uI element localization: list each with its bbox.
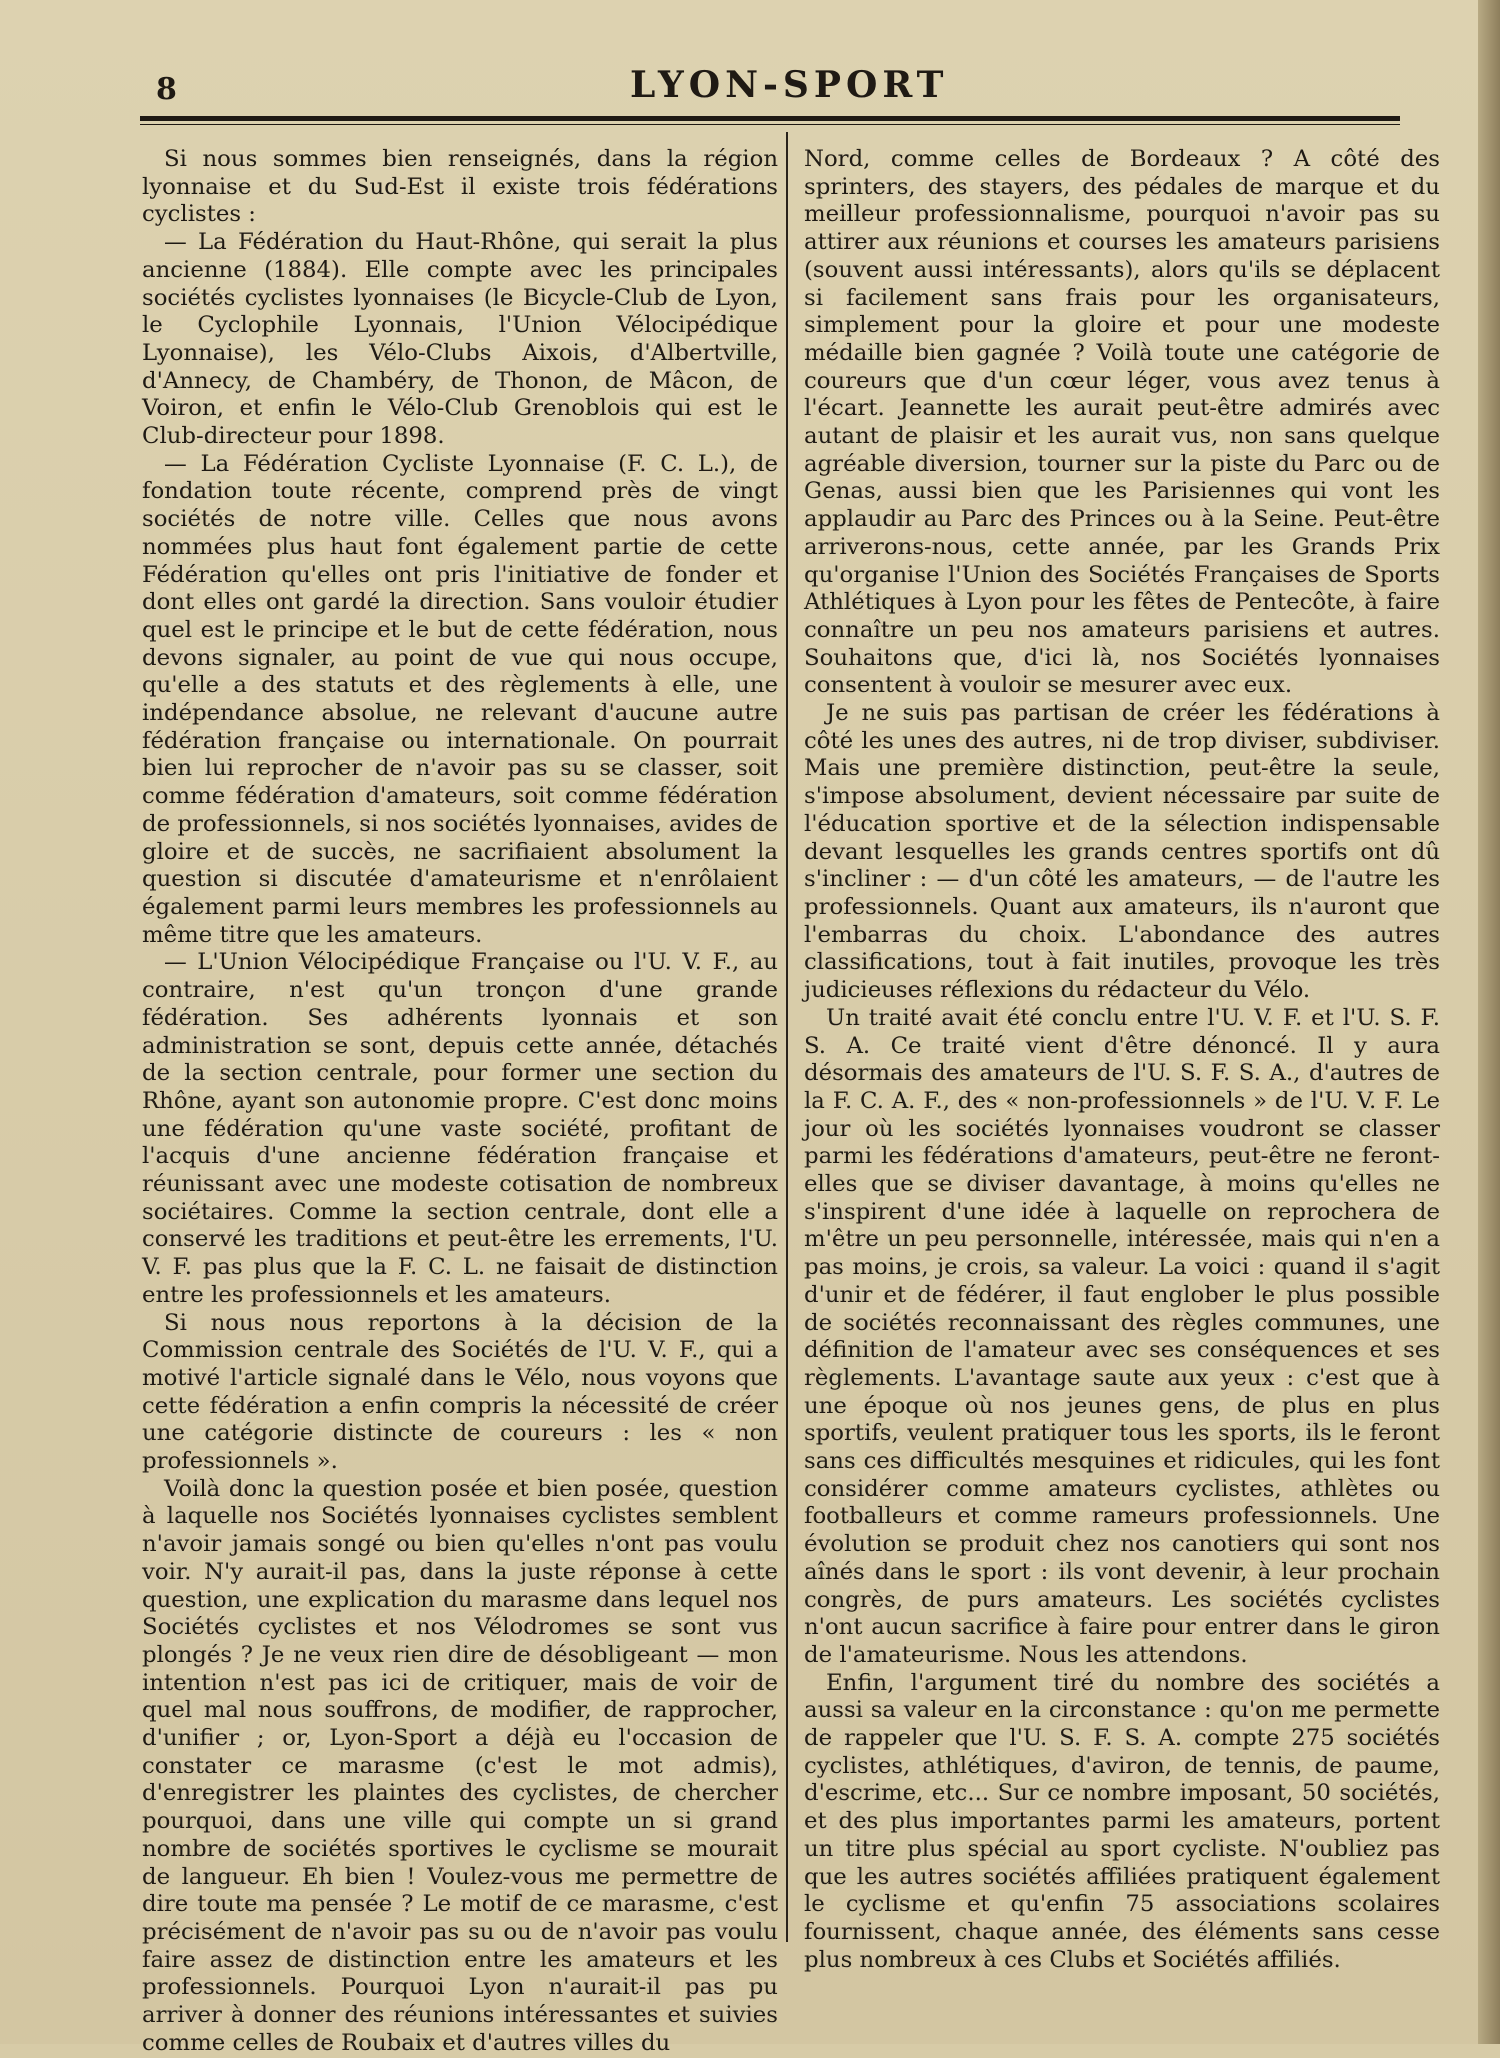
- column-divider: [786, 132, 788, 1942]
- left-paragraph-5: Si nous nous reportons à la décision de la Commission centrale des Sociétés de l'U. V. F., qui a motivé l'article signalé dans le Vélo, nous voyons que cette fédération a enfin compris la nécessité de créer une catégorie distincte de coureurs : les « non professionnels ».: [142, 1309, 778, 1475]
- masthead-title: LYON-SPORT: [630, 64, 949, 106]
- header-rule-thick: [140, 116, 1400, 121]
- page-edge-shadow: [1478, 0, 1500, 2044]
- right-column: [804, 146, 1440, 1974]
- left-paragraph-3: — La Fédération Cycliste Lyonnaise (F. C. L.), de fondation toute récente, comprend près de vingt sociétés de notre ville. Celles que nous avons nommées plus haut font également partie de cette Fédération qu'elles ont pris l'initiative de fonder et dont elles ont gardé la direction. Sans vouloir étudier quel est le principe et le but de cette fédération, nous devons signaler, au point de vue qui nous occupe, qu'elle a des statuts et des règlements à elle, une indépendance absolue, ne relevant d'aucune autre fédération française ou internationale. On pourrait bien lui reprocher de n'avoir pas su se classer, soit comme fédération d'amateurs, soit comme fédération de professionnels, si nos sociétés lyonnaises, avides de gloire et de succès, ne sacrifiaient absolument la question si discutée d'amateurisme et n'enrôlaient également parmi leurs membres les professionnels au même titre que les amateurs.: [142, 450, 778, 948]
- left-column: [142, 146, 778, 2058]
- left-paragraph-1: Si nous sommes bien renseignés, dans la région lyonnaise et du Sud-Est il existe trois fédérations cyclistes :: [142, 146, 778, 228]
- left-paragraph-4: — L'Union Vélocipédique Française ou l'U. V. F., au contraire, n'est qu'un tronçon d'une grande fédération. Ses adhérents lyonnais et son administration se sont, depuis cette année, détachés de la section centrale, pour former une section du Rhône, ayant son autonomie propre. C'est donc moins une fédération qu'une vaste société, profitant de l'acquis d'une ancienne fédération française et réunissant avec une modeste cotisation de nombreux sociétaires. Comme la section centrale, dont elle a conservé les traditions et peut-être les errements, l'U. V. F. pas plus que la F. C. L. ne faisait de distinction entre les professionnels et les amateurs.: [142, 949, 778, 1308]
- right-paragraph-3: Un traité avait été conclu entre l'U. V. F. et l'U. S. F. S. A. Ce traité vient d'être dénoncé. Il y aura désormais des amateurs de l'U. S. F. S. A., d'autres de la F. C. A. F., des « non-professionnels » de l'U. V. F. Le jour où les sociétés lyonnaises voudront se classer parmi les fédérations d'amateurs, peut-être ne feront-elles que se diviser davantage, à moins qu'elles ne s'inspirent d'une idée à laquelle on reprochera de m'être un peu personnelle, intéressée, mais qui n'en a pas moins, je crois, sa valeur. La voici : quand il s'agit d'unir et de fédérer, il faut englober le plus possible de sociétés reconnaissant des règles communes, une définition de l'amateur avec ses conséquences et ses règlements. L'avantage saute aux yeux : c'est que à une époque où nos jeunes gens, de plus en plus sportifs, veulent pratiquer tous les sports, ils le feront sans ces difficultés mesquines et ridicules, qui les font considérer comme amateurs cyclistes, athlètes ou footballeurs et comme rameurs professionnels. Une évolution se produit chez nos canotiers qui sont nos aînés dans le sport : ils vont devenir, à leur prochain congrès, de purs amateurs. Les sociétés cyclistes n'ont aucun sacrifice à faire pour entrer dans le giron de l'amateurisme. Nous les attendons.: [804, 1004, 1440, 1668]
- header-rule-thin: [140, 124, 1400, 125]
- right-paragraph-1: Nord, comme celles de Bordeaux ? A côté des sprinters, des stayers, des pédales de marque et du meilleur professionnalisme, pourquoi n'avoir pas su attirer aux réunions et courses les amateurs parisiens (souvent aussi intéressants), alors qu'ils se déplacent si facilement sans frais pour les organisateurs, simplement pour la gloire et pour une modeste médaille bien gagnée ? Voilà toute une catégorie de coureurs que d'un cœur léger, vous avez tenus à l'écart. Jeannette les aurait peut-être admirés avec autant de plaisir et les aurait vus, non sans quelque agréable diversion, tourner sur la piste du Parc ou de Genas, aussi bien que les Parisiennes qui vont les applaudir au Parc des Princes ou à la Seine. Peut-être arriverons-nous, cette année, par les Grands Prix qu'organise l'Union des Sociétés Françaises de Sports Athlétiques à Lyon pour les fêtes de Pentecôte, à faire connaître un peu nos amateurs parisiens et autres. Souhaitons que, d'ici là, nos Sociétés lyonnaises consentent à vouloir se mesurer avec eux.: [804, 146, 1440, 699]
- left-paragraph-2: — La Fédération du Haut-Rhône, qui serait la plus ancienne (1884). Elle compte avec les principales sociétés cyclistes lyonnaises (le Bicycle-Club de Lyon, le Cyclophile Lyonnais, l'Union Vélocipédique Lyonnaise), les Vélo-Clubs Aixois, d'Albertville, d'Annecy, de Chambéry, de Thonon, de Mâcon, de Voiron, et enfin le Vélo-Club Grenoblois qui est le Club-directeur pour 1898.: [142, 229, 778, 450]
- right-paragraph-2: Je ne suis pas partisan de créer les fédérations à côté les unes des autres, ni de trop diviser, subdiviser. Mais une première distinction, peut-être la seule, s'impose absolument, devient nécessaire par suite de l'éducation sportive et de la sélection indispensable devant lesquelles les grands centres sportifs ont dû s'incliner : — d'un côté les amateurs, — de l'autre les professionnels. Quant aux amateurs, ils n'auront que l'embarras du choix. L'abondance des autres classifications, tout à fait inutiles, provoque les très judicieuses réflexions du rédacteur du Vélo.: [804, 700, 1440, 1004]
- page-number: 8: [156, 72, 177, 107]
- right-paragraph-4: Enfin, l'argument tiré du nombre des sociétés a aussi sa valeur en la circonstance : qu'on me permette de rappeler que l'U. S. F. S. A. compte 275 sociétés cyclistes, athlétiques, d'aviron, de tennis, de paume, d'escrime, etc... Sur ce nombre imposant, 50 sociétés, et des plus importantes parmi les amateurs, portent un titre plus spécial au sport cycliste. N'oubliez pas que les autres sociétés affiliées pratiquent également le cyclisme et qu'enfin 75 associations scolaires fournissent, chaque année, des éléments sans cesse plus nombreux à ces Clubs et Sociétés affiliés.: [804, 1669, 1440, 1973]
- left-paragraph-6: Voilà donc la question posée et bien posée, question à laquelle nos Sociétés lyonnaises cyclistes semblent n'avoir jamais songé ou bien qu'elles n'ont pas voulu voir. N'y aurait-il pas, dans la juste réponse à cette question, une explication du marasme dans lequel nos Sociétés cyclistes et nos Vélodromes se sont vus plongés ? Je ne veux rien dire de désobligeant — mon intention n'est pas ici de critiquer, mais de voir de quel mal nous souffrons, de modifier, de rapprocher, d'unifier ; or, Lyon-Sport a déjà eu l'occasion de constater ce marasme (c'est le mot admis), d'enregistrer les plaintes des cyclistes, de chercher pourquoi, dans une ville qui compte un si grand nombre de sociétés sportives le cyclisme se mourait de langueur. Eh bien ! Voulez-vous me permettre de dire toute ma pensée ? Le motif de ce marasme, c'est précisément de n'avoir pas su ou de n'avoir pas voulu faire assez de distinction entre les amateurs et les professionnels. Pourquoi Lyon n'aurait-il pas pu arriver à donner des réunions intéressantes et suivies comme celles de Roubaix et d'autres villes du: [142, 1475, 778, 2056]
